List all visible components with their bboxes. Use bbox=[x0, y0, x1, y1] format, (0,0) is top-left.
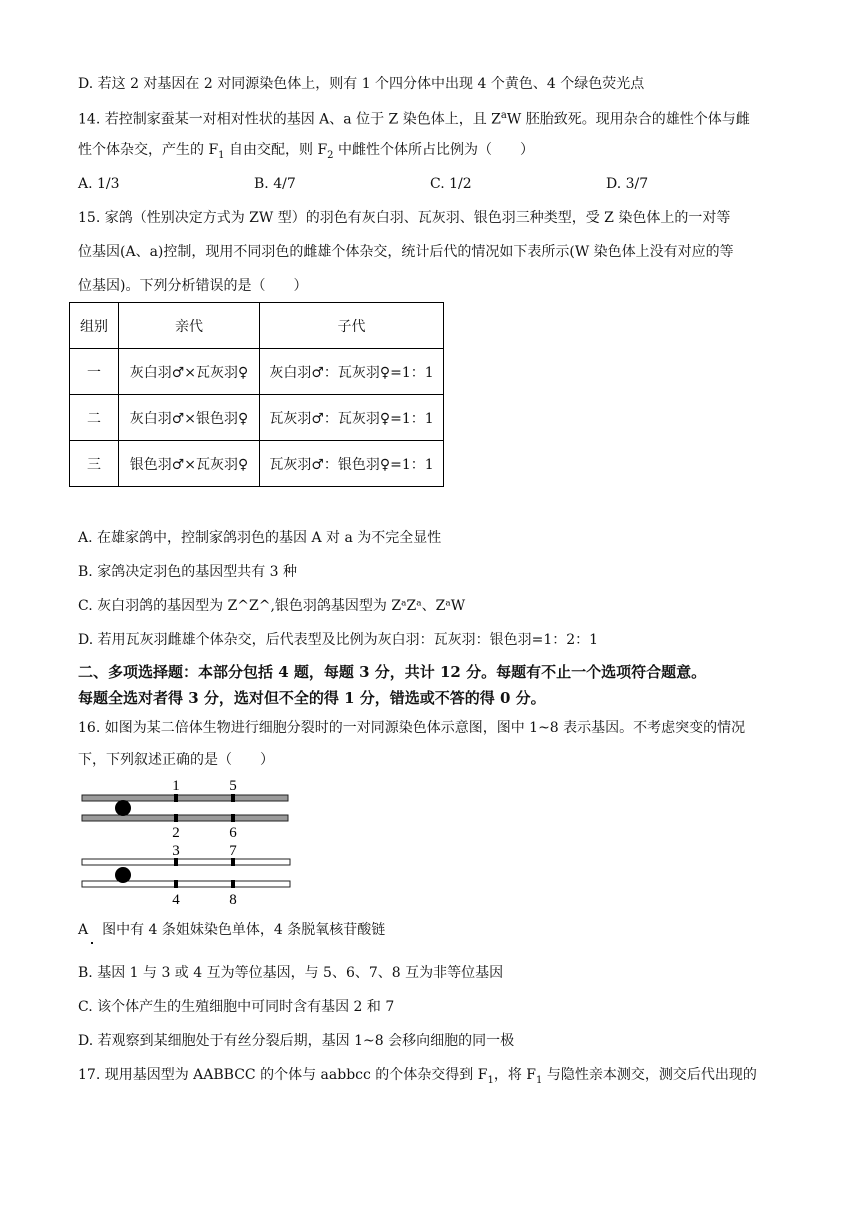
gene-label: 2 bbox=[172, 825, 180, 841]
q16-stem-line2: 下，下列叙述正确的是（ ） bbox=[78, 752, 274, 768]
q16-stem-line1: 16. 如图为某二倍体生物进行细胞分裂时的一对同源染色体示意图，图中 1~8 表示基因。不考虑突变的情况 bbox=[78, 720, 746, 736]
gene-label: 3 bbox=[172, 843, 180, 859]
q14-option-c: C. 1/2 bbox=[430, 176, 472, 192]
section2-heading-line2: 每题全选对者得 3 分，选对但不全的得 1 分，错选或不答的得 0 分。 bbox=[78, 689, 546, 707]
table-cell: 瓦灰羽♂：瓦灰羽♀=1：1 bbox=[260, 395, 444, 441]
stray-dot bbox=[91, 942, 93, 944]
q15-stem-line3: 位基因)。下列分析错误的是（ ） bbox=[78, 278, 308, 294]
chromatid-1a bbox=[82, 795, 288, 801]
gene-mark bbox=[231, 794, 235, 802]
q16-option-c: C. 该个体产生的生殖细胞中可同时含有基因 2 和 7 bbox=[78, 999, 395, 1015]
chromatid-2a bbox=[82, 859, 290, 865]
gene-mark bbox=[174, 794, 178, 802]
gene-mark bbox=[231, 858, 235, 866]
q15-option-a: A. 在雄家鸽中，控制家鸽羽色的基因 A 对 a 为不完全显性 bbox=[78, 530, 442, 546]
q15-option-d: D. 若用瓦灰羽雌雄个体杂交，后代表型及比例为灰白羽：瓦灰羽：银色羽=1：2：1 bbox=[78, 632, 599, 648]
gene-label: 6 bbox=[229, 825, 237, 841]
table-cell: 灰白羽♂：瓦灰羽♀=1：1 bbox=[260, 349, 444, 395]
section2-heading-line1: 二、多项选择题：本部分包括 4 题，每题 3 分，共计 12 分。每题有不止一个选项符合题意。 bbox=[78, 663, 707, 681]
gene-mark bbox=[174, 858, 178, 866]
table-header-cell: 组别 bbox=[70, 303, 119, 349]
q16-option-d: D. 若观察到某细胞处于有丝分裂后期，基因 1~8 会移向细胞的同一极 bbox=[78, 1033, 515, 1049]
q14-option-b: B. 4/7 bbox=[254, 176, 296, 192]
q15-option-b: B. 家鸽决定羽色的基因型共有 3 种 bbox=[78, 564, 297, 580]
gene-label: 5 bbox=[229, 778, 237, 794]
q14-stem-line1: 14. 若控制家蚕某一对相对性状的基因 A、a 位于 Z 染色体上，且 $Z^aW$ 胚胎致死。现用杂合的雄性个体与雌 bbox=[78, 110, 750, 128]
table-cell: 银色羽♂×瓦灰羽♀ bbox=[119, 441, 260, 487]
q14-option-a: A. 1/3 bbox=[78, 176, 120, 192]
table-cell: 一 bbox=[70, 349, 119, 395]
q16-option-b: B. 基因 1 与 3 或 4 互为等位基因，与 5、6、7、8 互为非等位基因 bbox=[78, 965, 504, 981]
gene-label: 7 bbox=[229, 843, 237, 859]
table-row bbox=[70, 395, 444, 441]
table-cell: 三 bbox=[70, 441, 119, 487]
q14-options bbox=[78, 174, 678, 194]
q14-option-d: D. 3/7 bbox=[606, 176, 649, 192]
gene-mark bbox=[174, 880, 178, 888]
q16-option-a: A 图中有 4 条姐妹染色单体，4 条脱氧核苷酸链 bbox=[78, 922, 386, 938]
table-cell: 瓦灰羽♂：银色羽♀=1：1 bbox=[260, 441, 444, 487]
centromere-1 bbox=[115, 800, 131, 816]
table-cell: 灰白羽♂×瓦灰羽♀ bbox=[119, 349, 260, 395]
cross-result-table bbox=[69, 302, 444, 487]
q15-stem-line2: 位基因(A、a)控制，现用不同羽色的雌雄个体杂交，统计后代的情况如下表所示(W 染色体上没有对应的等 bbox=[78, 244, 734, 260]
homologous-chromosome-figure bbox=[80, 774, 295, 906]
table-row bbox=[70, 441, 444, 487]
gene-label: 1 bbox=[172, 778, 180, 794]
chromatid-2b bbox=[82, 881, 290, 887]
centromere-2 bbox=[115, 867, 131, 883]
gene-label: 4 bbox=[172, 892, 180, 906]
q13-option-d: D. 若这 2 对基因在 2 对同源染色体上，则有 1 个四分体中出现 4 个黄色、4 个绿色荧光点 bbox=[78, 76, 645, 92]
table-row bbox=[70, 349, 444, 395]
gene-label: 8 bbox=[229, 892, 237, 906]
q14-stem-line2: 性个体杂交，产生的 $F_1$ 自由交配，则 $F_2$ 中雌性个体所占比例为（ ） bbox=[78, 142, 534, 161]
q15-option-c: C. 灰白羽鸽的基因型为 Z^Z^,银色羽鸽基因型为 ZᵃZᵃ、ZᵃW bbox=[78, 598, 466, 614]
chromatid-1b bbox=[82, 815, 288, 821]
gene-mark bbox=[231, 814, 235, 822]
table-header-cell: 亲代 bbox=[119, 303, 260, 349]
table-header-cell: 子代 bbox=[260, 303, 444, 349]
table-cell: 灰白羽♂×银色羽♀ bbox=[119, 395, 260, 441]
q17-stem-line1: 17. 现用基因型为 AABBCC 的个体与 aabbcc 的个体杂交得到 $F_1$，将 $F_1$ 与隐性亲本测交，测交后代出现的 bbox=[78, 1067, 757, 1086]
q15-stem-line1: 15. 家鸽（性别决定方式为 ZW 型）的羽色有灰白羽、瓦灰羽、银色羽三种类型，受 Z 染色体上的一对等 bbox=[78, 210, 731, 226]
table-header-row bbox=[70, 303, 444, 349]
gene-mark bbox=[231, 880, 235, 888]
table-cell: 二 bbox=[70, 395, 119, 441]
gene-mark bbox=[174, 814, 178, 822]
